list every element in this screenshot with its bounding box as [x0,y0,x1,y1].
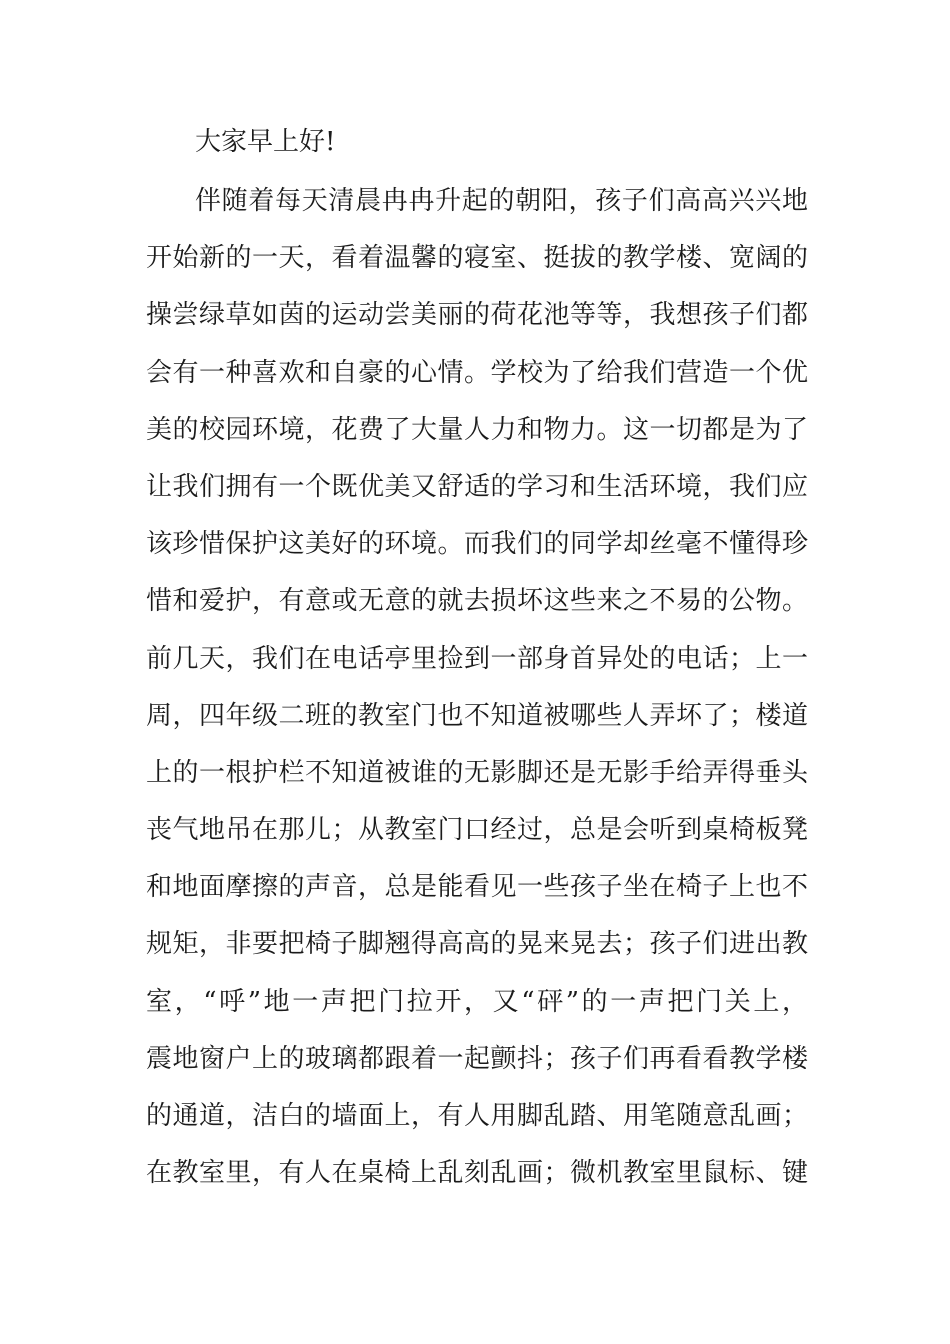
text-line: 在教室里，有人在桌椅上乱刻乱画；微机教室里鼠标、键 [146,1158,808,1189]
text-line: 操尝绿草如茵的运动尝美丽的荷花池等等，我想孩子们都 [146,300,808,331]
text-line: 美的校园环境，花费了大量人力和物力。这一切都是为了 [146,414,808,445]
text-line: 的通道，洁白的墙面上，有人用脚乱踏、用笔随意乱画； [146,1101,808,1131]
text-line: 前几天，我们在电话亭里捡到一部身首异处的电话；上一 [146,643,808,674]
text-line: 和地面摩擦的声音，总是能看见一些孩子坐在椅子上也不 [146,872,808,903]
speech-body [146,173,808,1202]
text-line: 会有一种喜欢和自豪的心情。学校为了给我们营造一个优 [146,357,808,388]
text-line: 伴随着每天清晨冉冉升起的朝阳，孩子们高高兴兴地 [195,186,808,216]
text-line: 室，“呼”地一声把门拉开，又“砰”的一声把门关上， [146,986,808,1017]
text-line: 震地窗户上的玻璃都跟着一起颤抖；孩子们再看看教学楼 [146,1043,808,1074]
text-line: 周，四年级二班的教室门也不知道被哪些人弄坏了；楼道 [146,700,808,731]
text-line: 开始新的一天，看着温馨的寝室、挺拔的教学楼、宽阔的 [146,243,808,274]
text-line: 丧气地吊在那儿；从教室门口经过，总是会听到桌椅板凳 [146,815,808,846]
text-line: 该珍惜保护这美好的环境。而我们的同学却丝毫不懂得珍 [146,529,808,560]
greeting-line: 大家早上好! [195,127,336,157]
text-line: 上的一根护栏不知道被谁的无影脚还是无影手给弄得垂头 [146,757,808,788]
text-line: 让我们拥有一个既优美又舒适的学习和生活环境，我们应 [146,471,808,502]
text-line: 规矩，非要把椅子脚翘得高高的晃来晃去；孩子们进出教 [146,929,808,960]
text-line: 惜和爱护，有意或无意的就去损坏这些来之不易的公物。 [146,586,808,617]
